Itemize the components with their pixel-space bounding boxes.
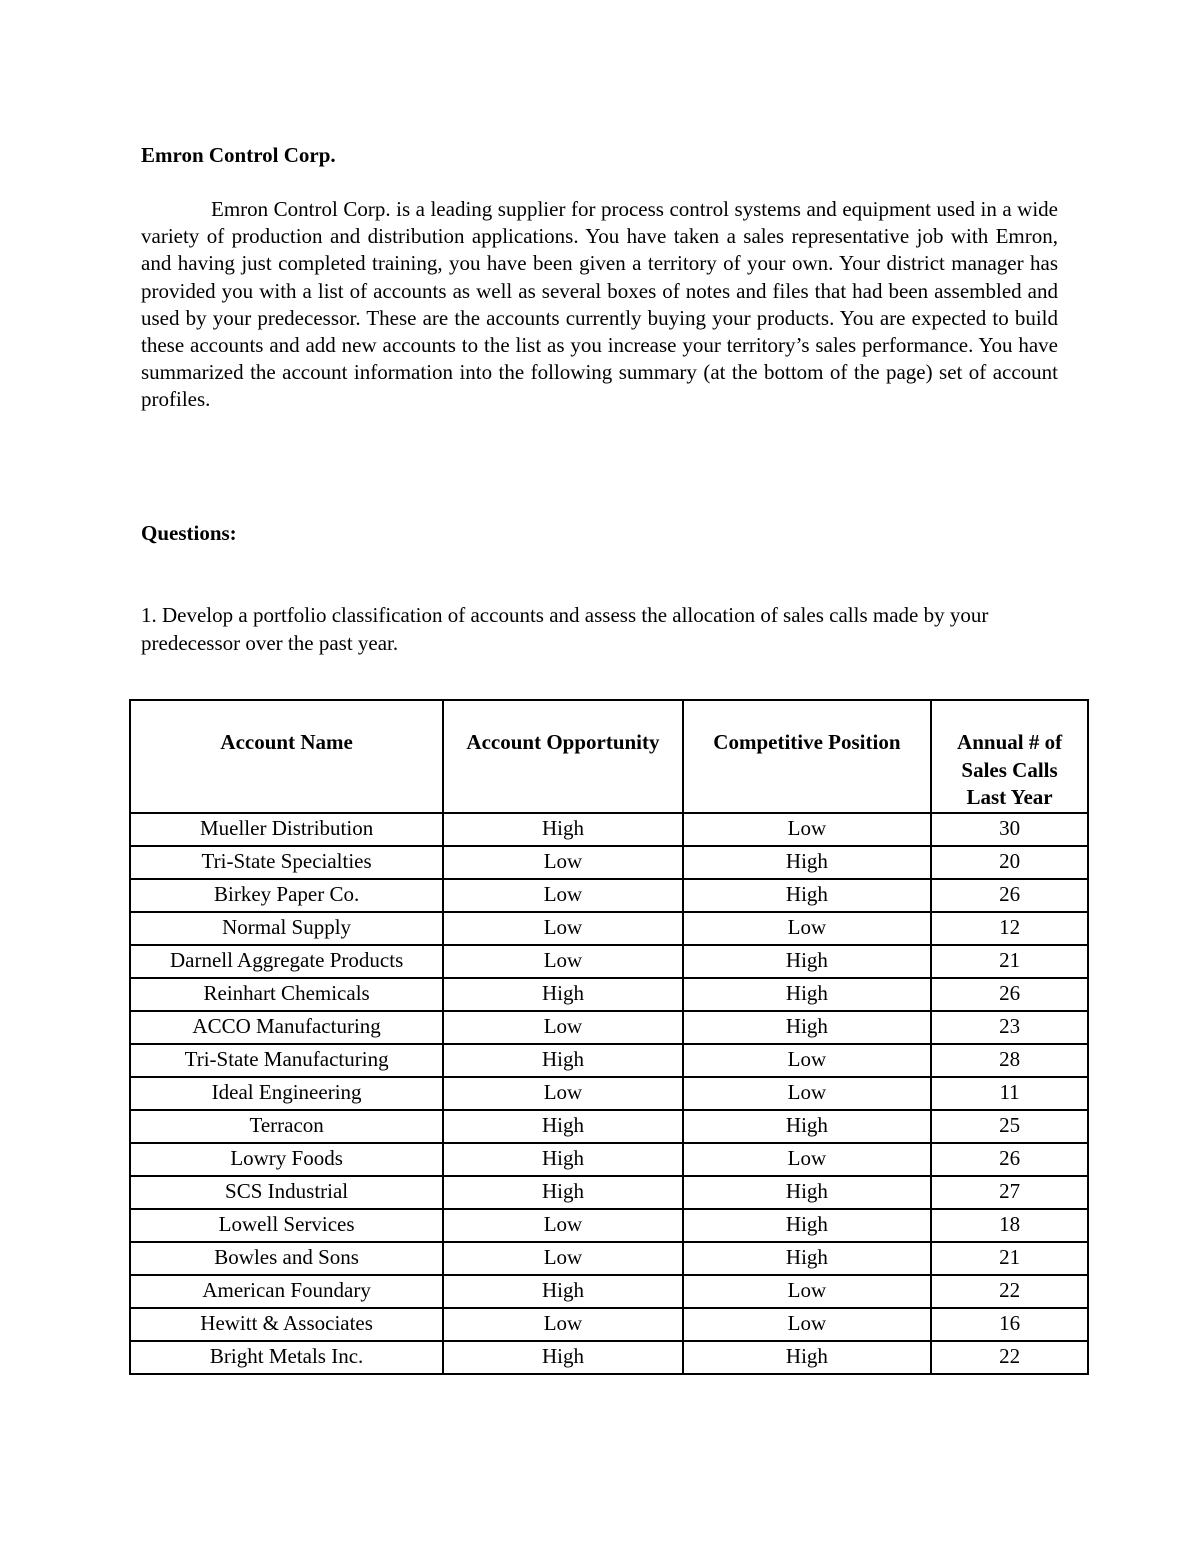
table-row <box>130 1341 1088 1374</box>
cell-account-opportunity: Low <box>443 1308 682 1341</box>
table-row <box>130 813 1088 846</box>
cell-annual-sales-calls: 18 <box>931 1209 1088 1242</box>
cell-account-opportunity: High <box>443 1044 682 1077</box>
cell-competitive-position: High <box>683 879 931 912</box>
cell-competitive-position: Low <box>683 1308 931 1341</box>
header-account-opportunity: Account Opportunity <box>443 700 682 813</box>
question-1: 1. Develop a portfolio classification of accounts and assess the allocation of sales calls made by your predecessor over the past year. <box>141 603 989 655</box>
cell-account-opportunity: Low <box>443 945 682 978</box>
cell-competitive-position: High <box>683 1341 931 1374</box>
cell-annual-sales-calls: 21 <box>931 1242 1088 1275</box>
cell-account-name: Terracon <box>130 1110 443 1143</box>
cell-account-name: ACCO Manufacturing <box>130 1011 443 1044</box>
cell-competitive-position: High <box>683 1176 931 1209</box>
table-row <box>130 912 1088 945</box>
cell-account-name: Bowles and Sons <box>130 1242 443 1275</box>
cell-account-opportunity: High <box>443 1176 682 1209</box>
cell-account-opportunity: Low <box>443 1011 682 1044</box>
cell-competitive-position: Low <box>683 1275 931 1308</box>
cell-account-name: Hewitt & Associates <box>130 1308 443 1341</box>
cell-account-opportunity: High <box>443 813 682 846</box>
cell-account-name: Darnell Aggregate Products <box>130 945 443 978</box>
cell-account-name: Lowell Services <box>130 1209 443 1242</box>
cell-account-name: Normal Supply <box>130 912 443 945</box>
cell-account-name: Mueller Distribution <box>130 813 443 846</box>
cell-competitive-position: High <box>683 978 931 1011</box>
header-annual-sales-calls <box>931 700 1088 813</box>
cell-account-opportunity: High <box>443 1341 682 1374</box>
header-account-name: Account Name <box>130 700 443 813</box>
cell-competitive-position: Low <box>683 813 931 846</box>
table-row <box>130 879 1088 912</box>
cell-account-opportunity: Low <box>443 1077 682 1110</box>
table-row <box>130 1176 1088 1209</box>
table-row <box>130 846 1088 879</box>
cell-competitive-position: High <box>683 1110 931 1143</box>
cell-account-opportunity: Low <box>443 1242 682 1275</box>
cell-annual-sales-calls: 20 <box>931 846 1088 879</box>
cell-annual-sales-calls: 26 <box>931 1143 1088 1176</box>
cell-account-opportunity: Low <box>443 912 682 945</box>
table-row <box>130 978 1088 1011</box>
cell-annual-sales-calls: 30 <box>931 813 1088 846</box>
table-row <box>130 1143 1088 1176</box>
cell-annual-sales-calls: 27 <box>931 1176 1088 1209</box>
cell-competitive-position: High <box>683 1242 931 1275</box>
cell-account-name: Bright Metals Inc. <box>130 1341 443 1374</box>
header-competitive-position: Competitive Position <box>683 700 931 813</box>
cell-account-opportunity: Low <box>443 879 682 912</box>
table-row <box>130 945 1088 978</box>
cell-competitive-position: High <box>683 1011 931 1044</box>
cell-competitive-position: Low <box>683 1143 931 1176</box>
cell-annual-sales-calls: 12 <box>931 912 1088 945</box>
table-row <box>130 1077 1088 1110</box>
cell-annual-sales-calls: 26 <box>931 879 1088 912</box>
cell-account-name: SCS Industrial <box>130 1176 443 1209</box>
table-row <box>130 1110 1088 1143</box>
cell-account-opportunity: Low <box>443 1209 682 1242</box>
table-row <box>130 1044 1088 1077</box>
cell-annual-sales-calls: 28 <box>931 1044 1088 1077</box>
cell-annual-sales-calls: 26 <box>931 978 1088 1011</box>
cell-account-opportunity: High <box>443 1275 682 1308</box>
document-title: Emron Control Corp. <box>141 143 336 167</box>
cell-annual-sales-calls: 25 <box>931 1110 1088 1143</box>
cell-competitive-position: Low <box>683 912 931 945</box>
questions-heading: Questions: <box>141 521 237 545</box>
cell-annual-sales-calls: 22 <box>931 1275 1088 1308</box>
table-row <box>130 1242 1088 1275</box>
table-row <box>130 1275 1088 1308</box>
cell-annual-sales-calls: 23 <box>931 1011 1088 1044</box>
cell-account-name: Ideal Engineering <box>130 1077 443 1110</box>
table-row <box>130 1011 1088 1044</box>
cell-account-name: Birkey Paper Co. <box>130 879 443 912</box>
cell-account-opportunity: Low <box>443 846 682 879</box>
cell-annual-sales-calls: 22 <box>931 1341 1088 1374</box>
cell-competitive-position: High <box>683 1209 931 1242</box>
cell-competitive-position: High <box>683 945 931 978</box>
cell-account-opportunity: High <box>443 1110 682 1143</box>
cell-annual-sales-calls: 16 <box>931 1308 1088 1341</box>
table-header-row <box>130 700 1088 813</box>
cell-account-name: American Foundary <box>130 1275 443 1308</box>
cell-annual-sales-calls: 11 <box>931 1077 1088 1110</box>
table-row <box>130 1209 1088 1242</box>
cell-competitive-position: Low <box>683 1044 931 1077</box>
cell-account-name: Tri-State Manufacturing <box>130 1044 443 1077</box>
cell-account-name: Lowry Foods <box>130 1143 443 1176</box>
cell-account-name: Tri-State Specialties <box>130 846 443 879</box>
cell-annual-sales-calls: 21 <box>931 945 1088 978</box>
intro-paragraph: Emron Control Corp. is a leading supplier for process control systems and equipment used in a wide variety of production and distribution applications. You have taken a sales representative job with Emron, and having just completed training, you have been given a territory of your own. Your district manager has provided you with a list of accounts as well as several boxes of notes and files that had been assembled and used by your predecessor. These are the accounts currently buying your products. You are expected to build these accounts and add new accounts to the list as you increase your territory’s sales performance. You have summarized the account information into the following summary (at the bottom of the page) set of account profiles. <box>141 197 1058 412</box>
cell-competitive-position: Low <box>683 1077 931 1110</box>
cell-account-name: Reinhart Chemicals <box>130 978 443 1011</box>
accounts-table <box>129 699 1089 1375</box>
cell-account-opportunity: High <box>443 978 682 1011</box>
table-row <box>130 1308 1088 1341</box>
cell-competitive-position: High <box>683 846 931 879</box>
cell-account-opportunity: High <box>443 1143 682 1176</box>
header-annual-sales-calls-label: Annual # of Sales Calls Last Year <box>957 730 1063 809</box>
